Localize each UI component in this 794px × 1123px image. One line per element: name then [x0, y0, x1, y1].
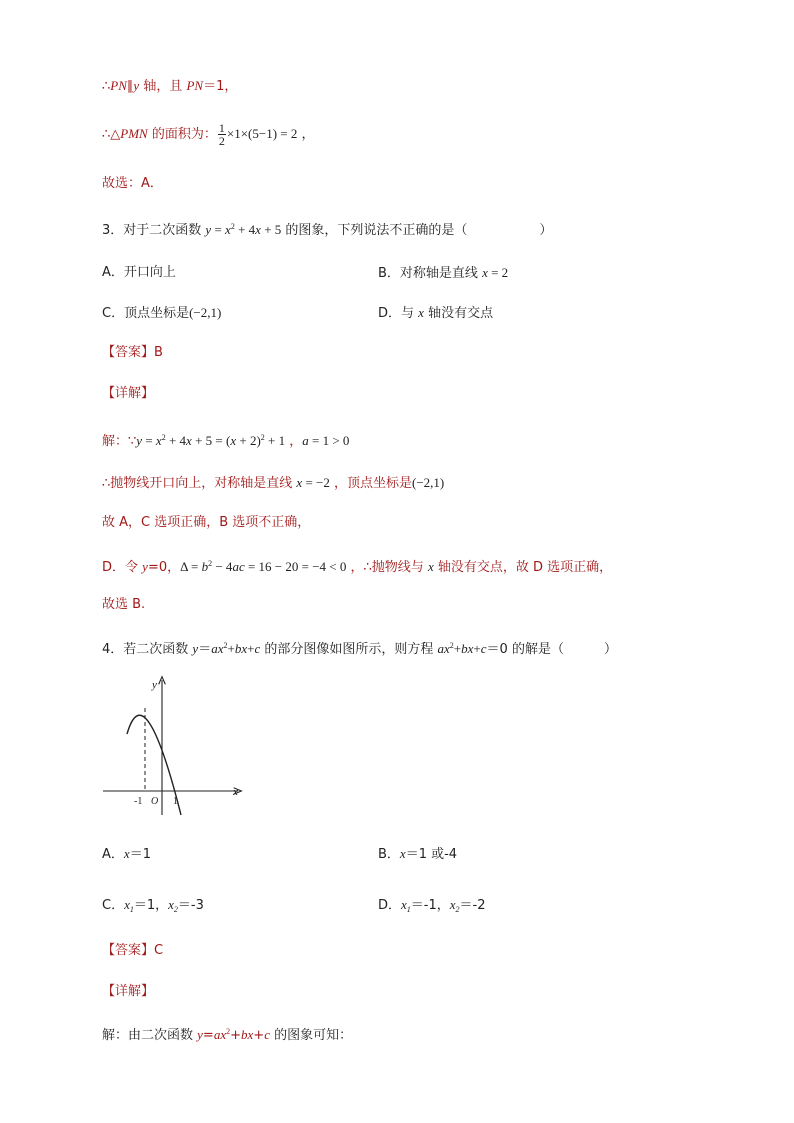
question-3-solution-line-1: 解：∵y = $x^2 + 4x + 5 = (x + 2)^2 + 1$ ，a = 1 > 0 [102, 433, 350, 449]
question-4-option-c: C．$x_1=1$，$x_2=-3$ [102, 897, 204, 914]
question-3-option-c: C．顶点坐标是(−2,1) [102, 305, 222, 321]
graph-tick-minus-one: -1 [134, 796, 143, 807]
parabola-graph-figure [96, 672, 256, 820]
question-3-option-a: A．开口向上 [102, 265, 176, 280]
question-4-answer: 【答案】C [102, 943, 164, 958]
fraction-one-half: $\frac{1}{2}$ [218, 121, 225, 148]
graph-label-x: x [233, 786, 238, 798]
question-4-stem: 4．若二次函数 $y=ax^2+bx+c$ 的部分图像如图所示，则方程 $ax^2+bx+c=0$ 的解是（ ） [102, 641, 617, 657]
question-3-solution-line-5: 故选 B. [102, 597, 146, 612]
answer-choice-line: 故选：A． [102, 176, 163, 191]
question-4-detail-label: 【详解】 [102, 984, 155, 999]
question-3-option-b: B．对称轴是直线 x = 2 [378, 265, 509, 281]
solution-line-area: ∴△PMN 的面积为： $\frac{1}{2}$ ×1×(5−1) = 2 ， [102, 121, 315, 148]
question-3-stem: 3．对于二次函数 $y = x^2 + 4x + 5$ 的图象，下列说法不正确的是（ ） [102, 222, 553, 238]
question-3-detail-label: 【详解】 [102, 386, 155, 401]
question-3-solution-line-4: D．令 y=0，$\Delta = b^2 - 4ac = 16 - 20 = -4 < 0$ ，∴抛物线与 x 轴没有交点，故 D 选项正确， [102, 559, 613, 575]
question-4-option-d: D．$x_1=-1$，$x_2=-2$ [378, 897, 486, 914]
question-3-solution-line-2: ∴抛物线开口向上，对称轴是直线 x = −2 ，顶点坐标是(−2,1) [102, 475, 445, 491]
graph-tick-one: 1 [173, 796, 178, 807]
question-4-option-a: A．x＝1 [102, 846, 151, 862]
graph-label-origin: O [151, 796, 159, 807]
question-3-option-d: D．与 x 轴没有交点 [378, 305, 494, 321]
solution-line-pn-parallel: ∴PN∥y 轴，且 PN＝1， [102, 78, 238, 94]
question-3-answer: 【答案】B [102, 345, 163, 360]
question-4-option-b: B．x＝1 或-4 [378, 846, 458, 862]
question-3-solution-line-3: 故 A，C 选项正确，B 选项不正确， [102, 515, 311, 530]
graph-label-y: y [152, 679, 157, 691]
question-4-solution-line-1: 解：由二次函数 $y=ax^2+bx+c$ 的图象可知： [102, 1027, 353, 1043]
